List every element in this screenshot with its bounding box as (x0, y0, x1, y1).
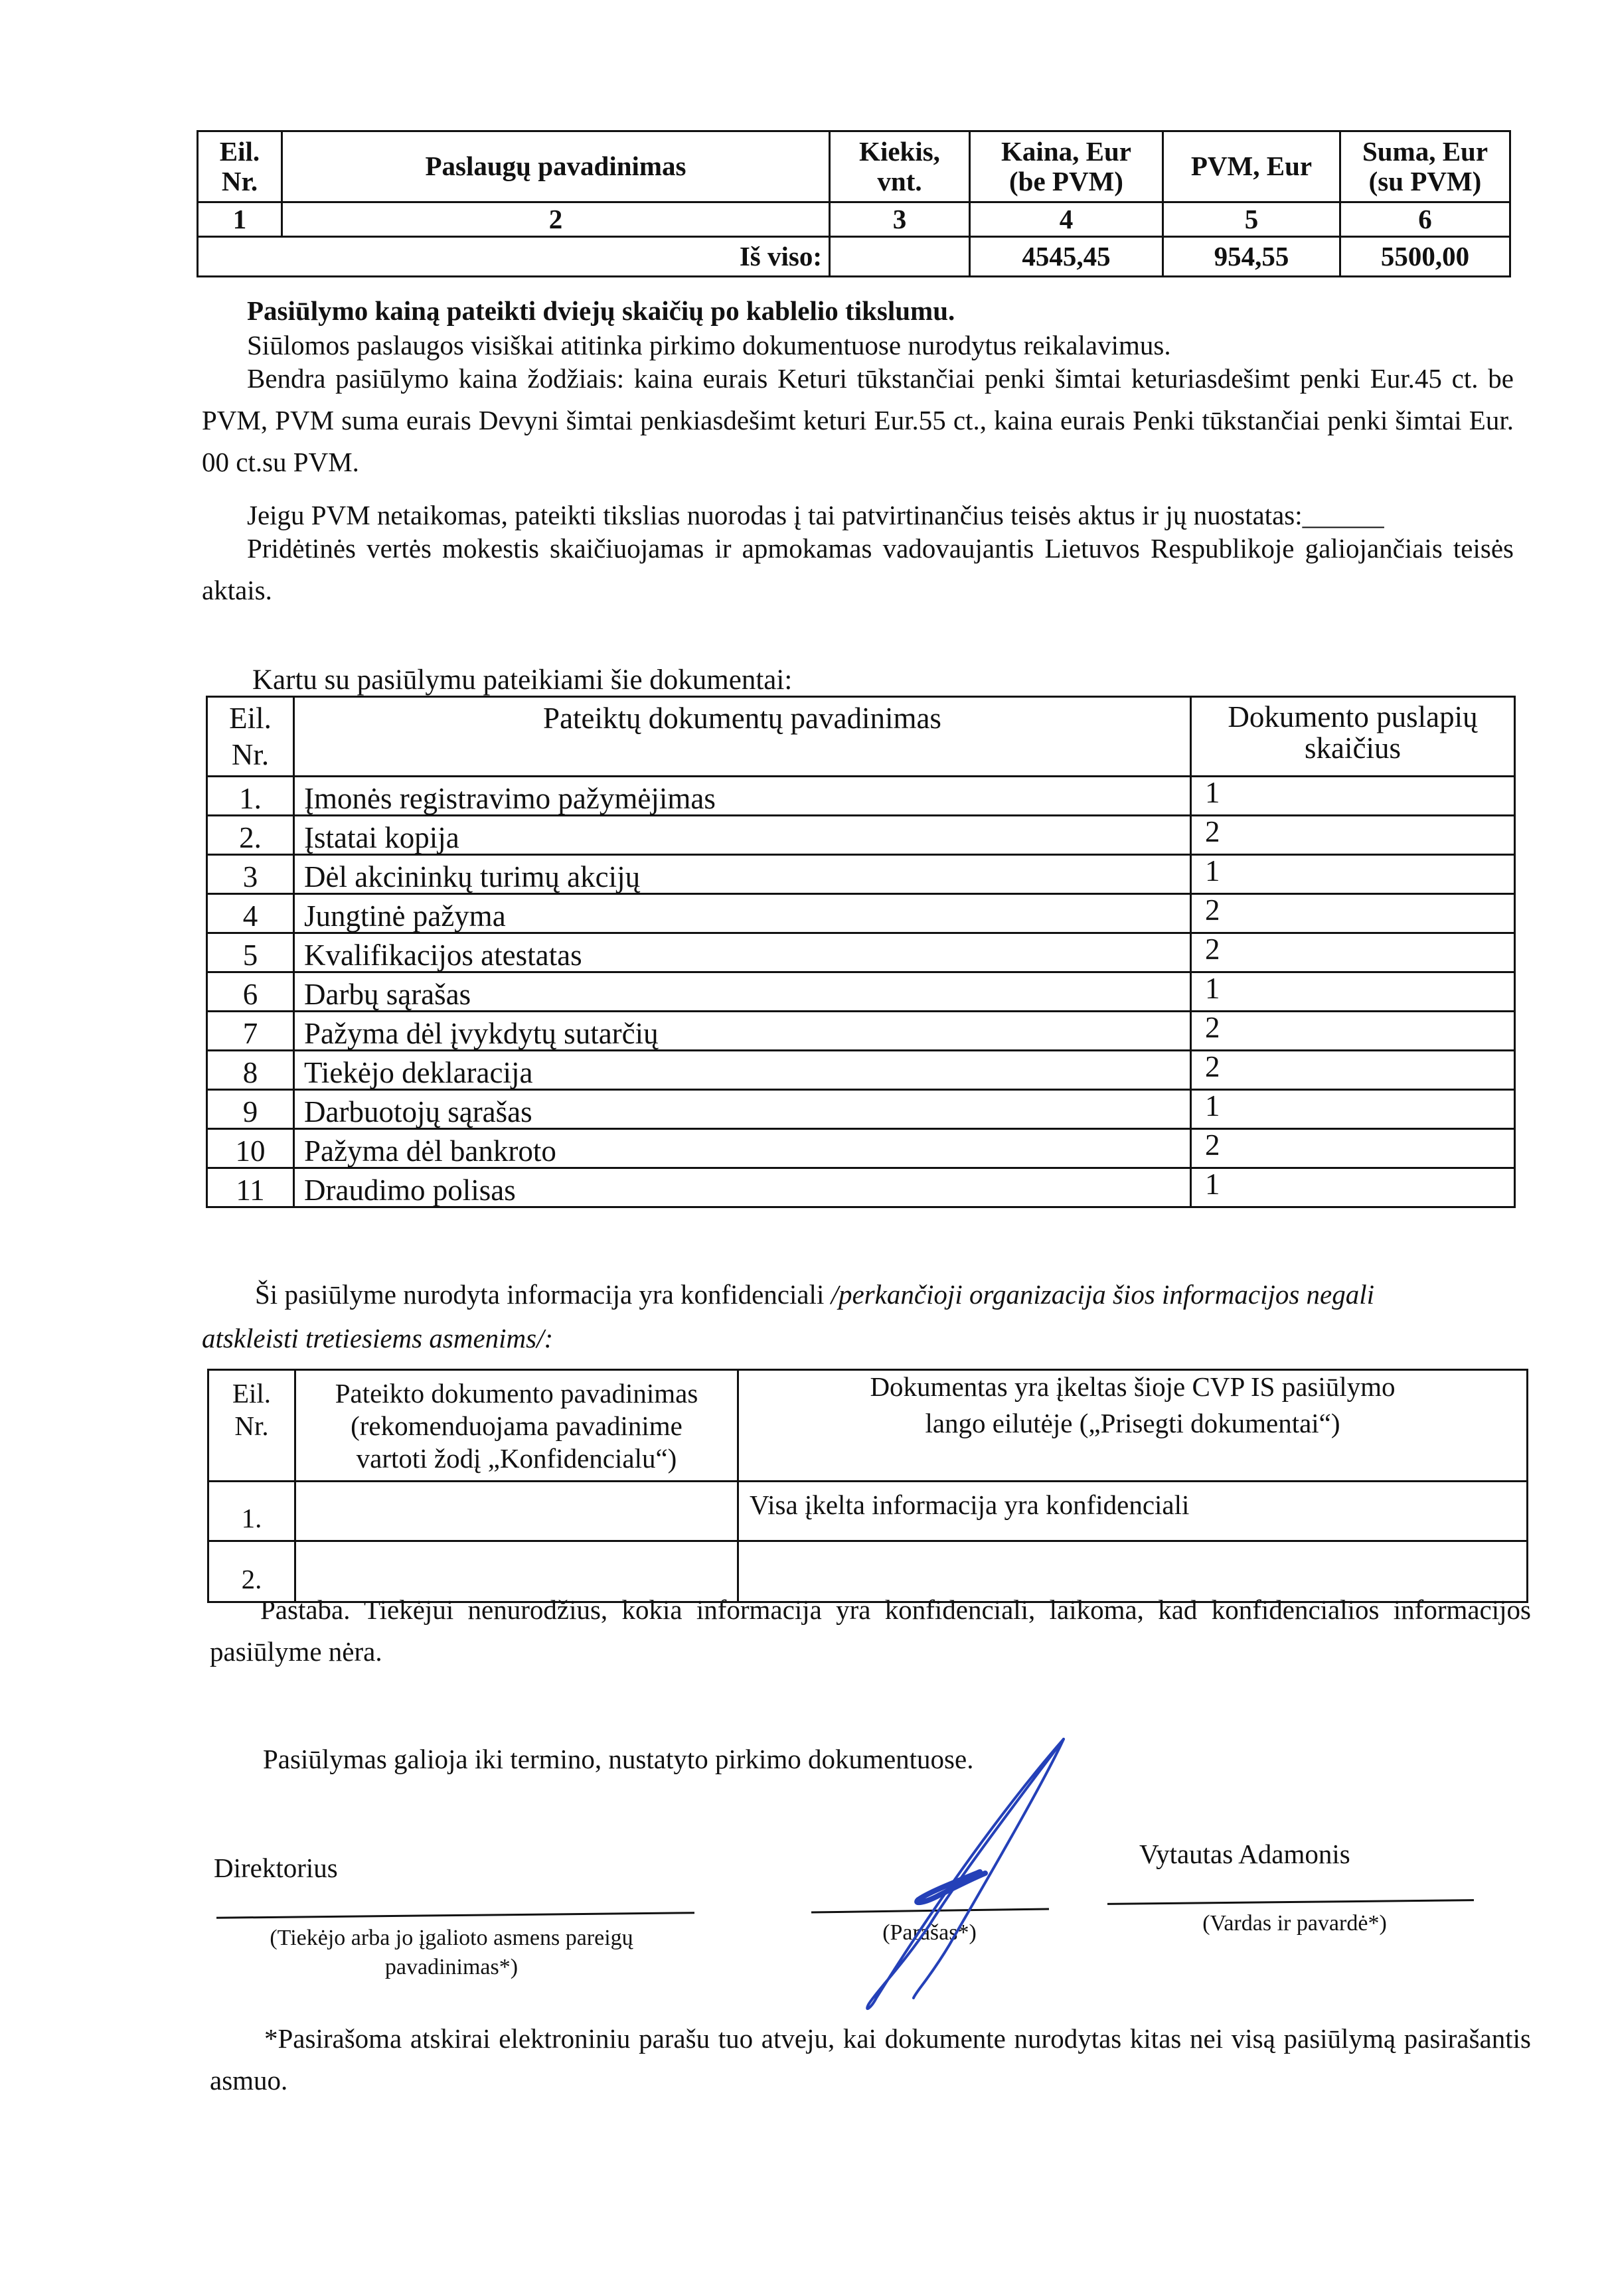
row-number: 10 (207, 1129, 294, 1168)
footnote: *Pasirašoma atskirai elektroniniu parašu tuo atveju, kai dokumente nurodytas kitas nei visą pasiūlymą pasirašantis asmuo. (210, 2023, 1531, 2096)
validity-statement: Pasiūlymas galioja iki termino, nustatyto pirkimo dokumentuose. (263, 1744, 974, 1774)
table-row (207, 1168, 1515, 1207)
column-number: 5 (1163, 202, 1340, 237)
compliance-note: Siūlomos paslaugos visiškai atitinka pirkimo dokumentuose nurodytus reikalavimus. (247, 330, 1171, 360)
caption-text: (Tiekėjo arba jo įgalioto asmens pareigų (270, 1926, 633, 1950)
name-caption: (Vardas ir pavardė*) (1202, 1911, 1387, 1936)
page-count: 1 (1191, 1090, 1515, 1129)
confidential-intro (255, 1281, 1374, 1308)
header-text: (rekomenduojama pavadinime (351, 1411, 682, 1442)
total-quantity (830, 237, 970, 277)
signer-name: Vytautas Adamonis (1139, 1839, 1350, 1869)
row-number: 11 (207, 1168, 294, 1207)
signature-caption: (Parašas*) (882, 1920, 977, 1945)
header-text: vartoti žodį „Konfidencialu“) (356, 1443, 677, 1474)
documents-caption: Kartu su pasiūlymu pateikiami šie dokumentai: (252, 664, 793, 696)
header-vat: PVM, Eur (1163, 131, 1340, 202)
document-name: Jungtinė pažyma (294, 894, 1191, 933)
document-name (295, 1482, 738, 1541)
header-text: skaičius (1305, 731, 1401, 765)
price-table (197, 130, 1511, 277)
intro-text: Ši pasiūlyme nurodyta informacija yra konfidenciali (255, 1279, 831, 1310)
price-precision-note: Pasiūlymo kainą pateikti dviejų skaičių po kablelio tikslumu. (247, 295, 955, 326)
table-row (207, 1129, 1515, 1168)
page-count: 2 (1191, 894, 1515, 933)
name-line (1107, 1899, 1474, 1905)
column-number: 3 (830, 202, 970, 237)
table-row (208, 1482, 1528, 1541)
price-table-total-row (198, 237, 1510, 277)
header-eil-nr (208, 1370, 295, 1482)
row-number: 3 (207, 855, 294, 894)
confidential-table-header (208, 1370, 1528, 1482)
documents-table-header (207, 697, 1515, 777)
page-count: 1 (1191, 972, 1515, 1012)
document-name: Kvalifikacijos atestatas (294, 933, 1191, 972)
price-in-words: Bendra pasiūlymo kaina žodžiais: kaina eurais Keturi tūkstančiai penki šimtai keturiasdešimt penki Eur.45 ct. be PVM, PVM suma eurais Devyni šimtai penkiasdešimt keturi Eur.55 ct., kaina eurais Penki tūkstančiai penki šimtai Eur. 00 ct.su PVM. (202, 363, 1514, 477)
position-caption (219, 1924, 684, 1982)
header-price (970, 131, 1163, 202)
header-text: Kaina, Eur (1001, 135, 1131, 167)
row-number: 4 (207, 894, 294, 933)
header-service-name: Paslaugų pavadinimas (282, 131, 830, 202)
document-name: Dėl akcininkų turimų akcijų (294, 855, 1191, 894)
caption-text: pavadinimas*) (384, 1955, 519, 1980)
document-name: Pažyma dėl įvykdytų sutarčių (294, 1012, 1191, 1051)
total-label: Iš viso: (198, 237, 830, 277)
table-row (207, 1051, 1515, 1090)
header-text: Nr. (221, 166, 258, 196)
page-count: 2 (1191, 933, 1515, 972)
document-name: Pažyma dėl bankroto (294, 1129, 1191, 1168)
position-line (216, 1912, 694, 1919)
document-name: Tiekėjo deklaracija (294, 1051, 1191, 1090)
confidential-table (207, 1369, 1528, 1603)
header-text: lango eilutėje („Prisegti dokumentai“) (925, 1408, 1340, 1439)
page-count: 2 (1191, 816, 1515, 855)
intro-italic-text: /perkančioji organizacija šios informacijos negali (831, 1279, 1375, 1310)
header-text: Eil. (229, 702, 272, 735)
confidential-note: Pastaba. Tiekėjui nenurodžius, kokia informacija yra konfidenciali, laikoma, kad konfidencialios informacijos pasiūlyme nėra. (210, 1594, 1531, 1667)
header-text: Dokumento puslapių (1228, 700, 1478, 733)
header-sum (1340, 131, 1510, 202)
header-text: (su PVM) (1368, 166, 1482, 196)
row-number: 5 (207, 933, 294, 972)
document-name: Įstatai kopija (294, 816, 1191, 855)
document-name: Darbų sąrašas (294, 972, 1191, 1012)
table-row (207, 816, 1515, 855)
row-number: 2. (208, 1541, 295, 1602)
document-name: Draudimo polisas (294, 1168, 1191, 1207)
column-number: 1 (198, 202, 282, 237)
header-text: vnt. (877, 166, 922, 196)
row-number: 2. (207, 816, 294, 855)
document-name: Įmonės registravimo pažymėjimas (294, 777, 1191, 816)
handwritten-signature-icon (850, 1726, 1089, 2018)
header-quantity (830, 131, 970, 202)
price-table-header (198, 131, 1510, 202)
row-number: 8 (207, 1051, 294, 1090)
page-count: 1 (1191, 1168, 1515, 1207)
row-number: 7 (207, 1012, 294, 1051)
column-number: 4 (970, 202, 1163, 237)
table-row (207, 1090, 1515, 1129)
page-count: 2 (1191, 1012, 1515, 1051)
header-upload-location (738, 1370, 1528, 1482)
total-sum: 5500,00 (1340, 237, 1510, 277)
documents-table (206, 696, 1516, 1208)
table-row (207, 972, 1515, 1012)
table-row (207, 1012, 1515, 1051)
header-text: Kiekis, (859, 135, 940, 167)
header-document-name: Pateiktų dokumentų pavadinimas (294, 697, 1191, 777)
row-number: 9 (207, 1090, 294, 1129)
document-name: Darbuotojų sąrašas (294, 1090, 1191, 1129)
position-title: Direktorius (214, 1853, 338, 1883)
confidential-intro-continued: atskleisti tretiesiems asmenims/: (202, 1323, 554, 1353)
page-count: 2 (1191, 1051, 1515, 1090)
row-number: 1. (208, 1482, 295, 1541)
header-text: Nr. (234, 1411, 269, 1442)
page-count: 1 (1191, 777, 1515, 816)
header-text: Eil. (232, 1378, 272, 1409)
table-row (207, 855, 1515, 894)
header-text: Suma, Eur (1362, 135, 1488, 167)
column-number: 2 (282, 202, 830, 237)
vat-exempt-note: Jeigu PVM netaikomas, pateikti tikslias nuorodas į tai patvirtinančius teisės aktus ir jų nuostatas:______ (247, 500, 1384, 530)
upload-location: Visa įkelta informacija yra konfidenciali (738, 1482, 1528, 1541)
header-eil-nr (207, 697, 294, 777)
header-text: (be PVM) (1009, 166, 1123, 196)
vat-law-note: Pridėtinės vertės mokestis skaičiuojamas ir apmokamas vadovaujantis Lietuvos Respublikoje galiojančiais teisės aktais. (202, 533, 1514, 605)
header-page-count (1191, 697, 1515, 777)
header-eil-nr (198, 131, 282, 202)
header-text: Dokumentas yra įkeltas šioje CVP IS pasiūlymo (870, 1371, 1396, 1402)
total-vat: 954,55 (1163, 237, 1340, 277)
table-row (207, 777, 1515, 816)
header-text: Pateikto dokumento pavadinimas (335, 1378, 698, 1409)
column-number: 6 (1340, 202, 1510, 237)
header-text: Eil. (219, 135, 260, 167)
page-count: 2 (1191, 1129, 1515, 1168)
price-table-numbering-row (198, 202, 1510, 237)
table-row (207, 933, 1515, 972)
header-text: Nr. (231, 738, 270, 772)
total-price: 4545,45 (970, 237, 1163, 277)
table-row (207, 894, 1515, 933)
row-number: 6 (207, 972, 294, 1012)
page-count: 1 (1191, 855, 1515, 894)
row-number: 1. (207, 777, 294, 816)
header-document-name (295, 1370, 738, 1482)
